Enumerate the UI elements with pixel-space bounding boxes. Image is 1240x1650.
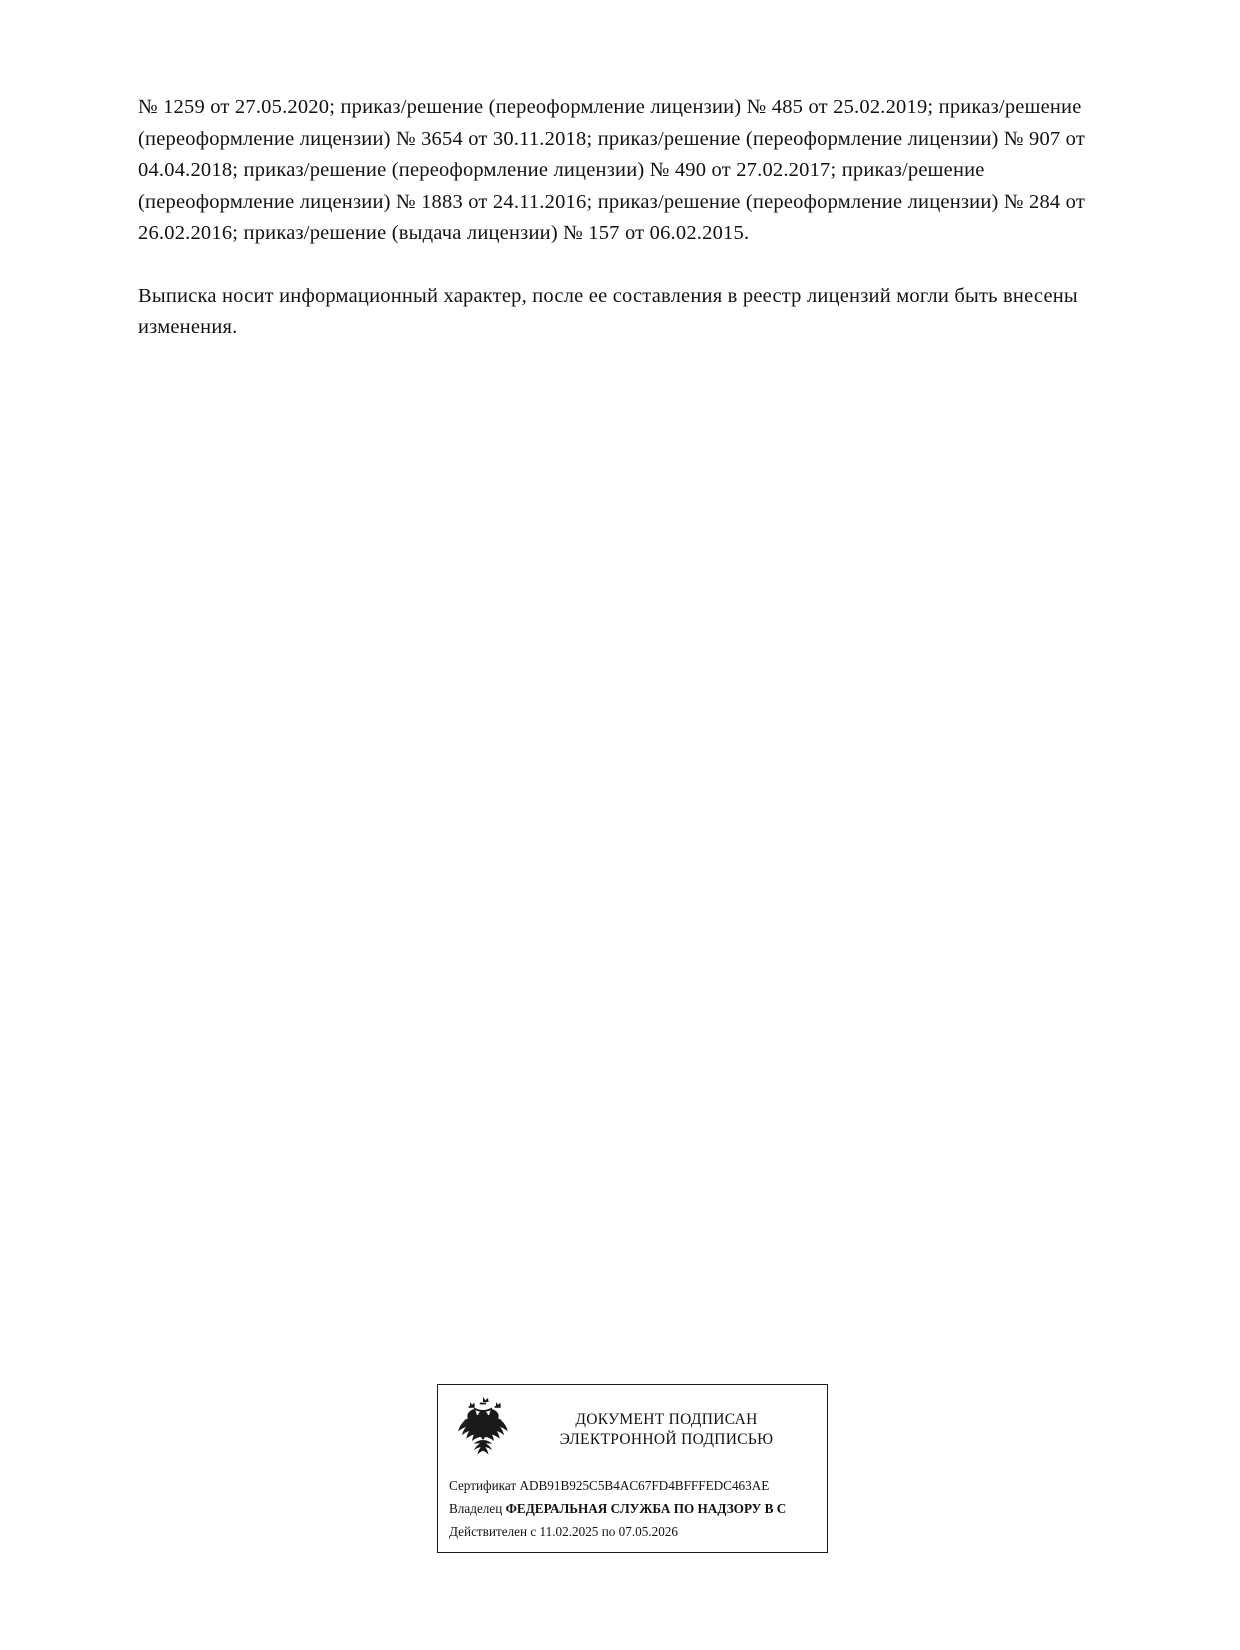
stamp-header	[438, 1385, 827, 1469]
stamp-owner-label: Владелец	[449, 1501, 503, 1516]
electronic-signature-stamp	[437, 1384, 828, 1553]
stamp-certificate-line	[449, 1474, 827, 1497]
stamp-title-line-2: ЭЛЕКТРОННОЙ ПОДПИСЬЮ	[559, 1431, 774, 1448]
stamp-certificate-label: Сертификат	[449, 1478, 517, 1493]
stamp-valid-from: 11.02.2025	[539, 1524, 599, 1539]
stamp-owner-line	[449, 1497, 827, 1520]
document-body	[138, 92, 1103, 344]
stamp-valid-to-label: по	[601, 1524, 616, 1539]
stamp-owner-value: ФЕДЕРАЛЬНАЯ СЛУЖБА ПО НАДЗОРУ В С	[505, 1501, 787, 1516]
stamp-certificate-value: ADB91B925C5B4AC67FD4BFFFEDC463AE	[519, 1478, 770, 1493]
stamp-validity-line	[449, 1520, 827, 1543]
paragraph-disclaimer: Выписка носит информационный характер, после ее составления в реестр лицензий могли быть внесены изменения.	[138, 284, 1078, 338]
paragraph-license-orders: № 1259 от 27.05.2020; приказ/решение (переоформление лицензии) № 485 от 25.02.2019; приказ/решение (переоформление лицензии) № 3654 от 30.11.2018; приказ/решение (переоформление лицензии) № 907 от 04.04.2018; приказ/решение (переоформление лицензии) № 490 от 27.02.2017; приказ/решение (переоформление лицензии) № 1883 от 24.11.2016; приказ/решение (переоформление лицензии) № 284 от 26.02.2016; приказ/решение (выдача лицензии) № 157 от 06.02.2015.	[138, 96, 1086, 244]
stamp-valid-label: Действителен с	[449, 1524, 537, 1539]
russian-double-headed-eagle-icon	[450, 1395, 516, 1465]
stamp-valid-to: 07.05.2026	[618, 1524, 678, 1539]
stamp-title-line-1: ДОКУМЕНТ ПОДПИСАН	[575, 1411, 758, 1428]
stamp-details	[438, 1474, 827, 1543]
stamp-title	[516, 1410, 827, 1450]
